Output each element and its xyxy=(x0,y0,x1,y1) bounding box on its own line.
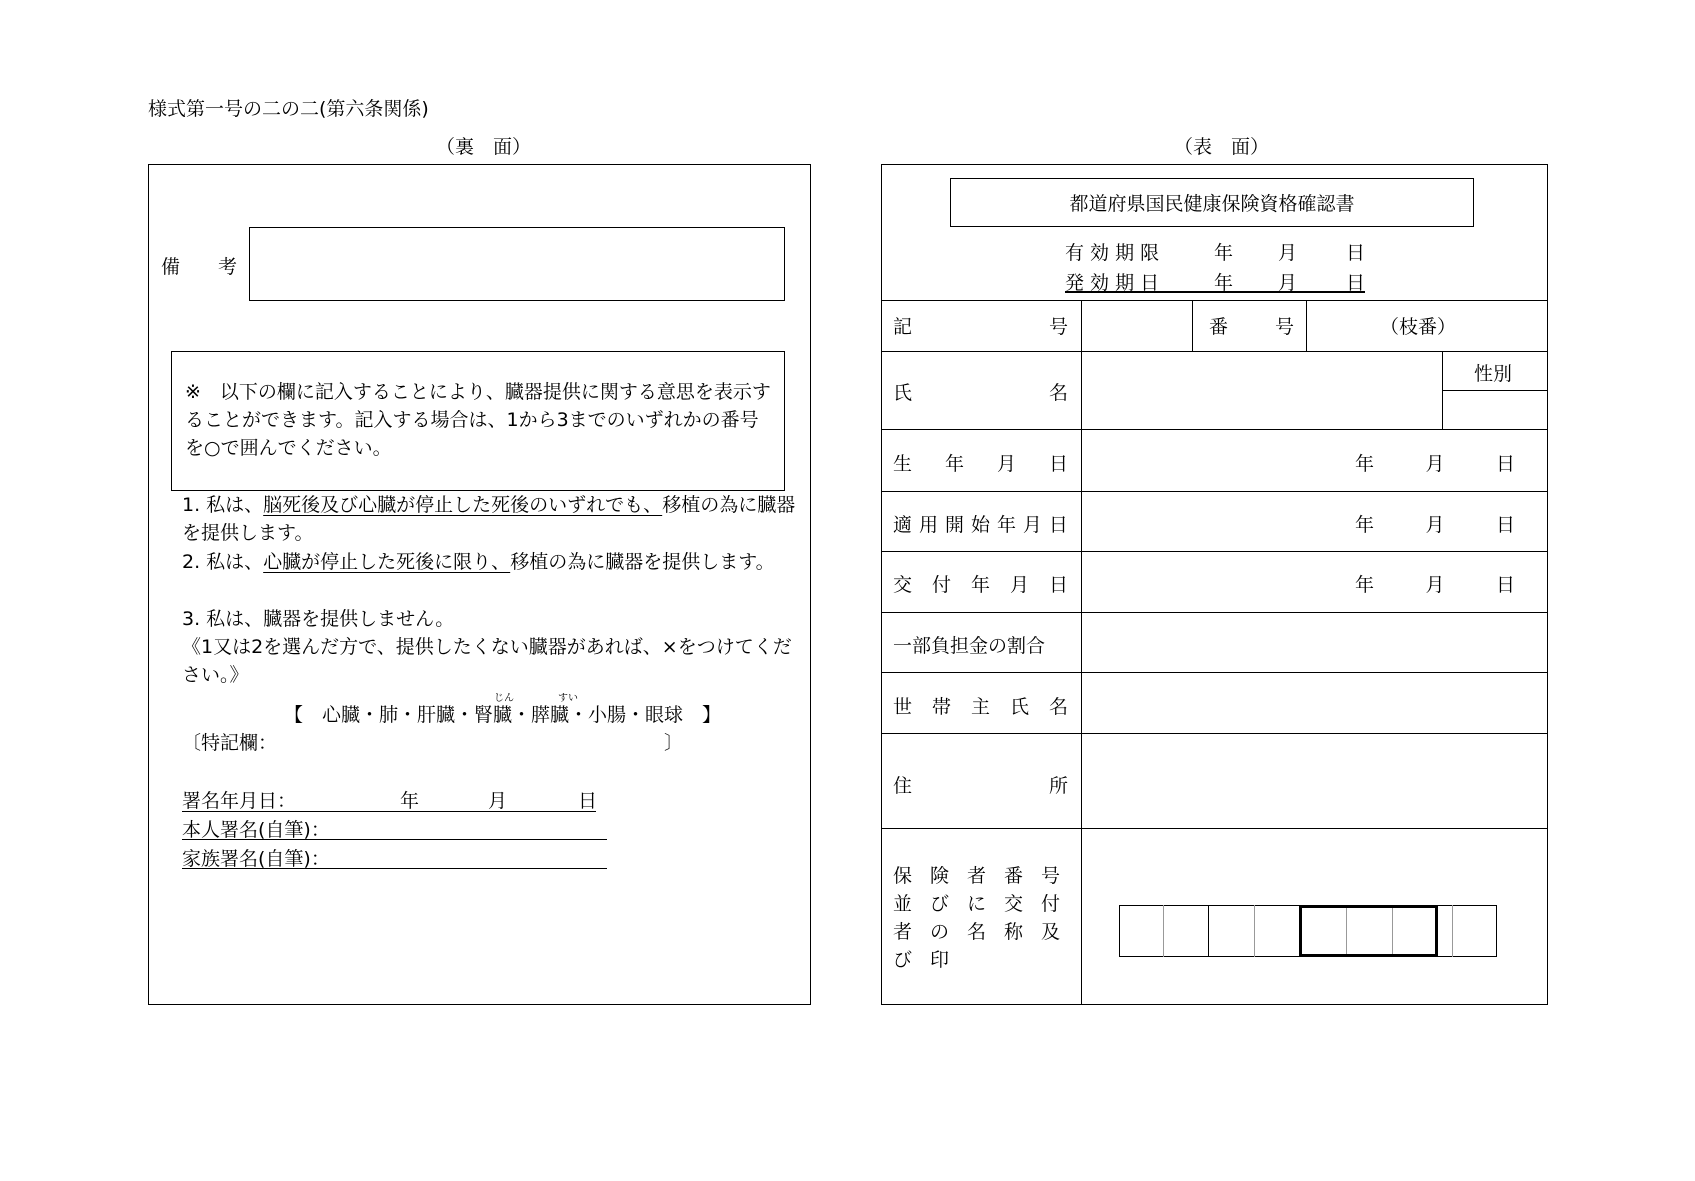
birth-date[interactable]: 年 月 日 xyxy=(1355,453,1515,475)
validity-month: 月 xyxy=(1278,242,1298,264)
birth-label: 生 年 月 日 xyxy=(893,453,1068,475)
back-side-label: （裏 面） xyxy=(436,136,532,158)
row-divider xyxy=(881,828,1548,829)
insurer-label: 保険者番号 並びに交付 者の名称及 び印 xyxy=(893,865,1079,971)
ruby-jin: じん xyxy=(494,693,514,704)
sex-label: 性別 xyxy=(1474,363,1513,385)
option-2: 2. 私は、心臓が停止した死後に限り、移植の為に臓器を提供します。 xyxy=(182,551,775,573)
family-sign-line[interactable] xyxy=(182,868,607,869)
issue-date-label: 交 付 年 月 日 xyxy=(893,574,1068,596)
row-divider xyxy=(881,733,1548,734)
household-head-label: 世 帯 主 氏 名 xyxy=(893,696,1068,718)
row-divider xyxy=(881,612,1548,613)
row-divider xyxy=(881,300,1548,301)
option-1: 1. 私は、脳死後及び心臓が停止した死後のいずれでも、移植の為に臓器を提供します。 xyxy=(182,494,796,544)
ruby-sui: すい xyxy=(558,693,578,704)
sign-month: 月 xyxy=(488,790,508,812)
effective-month: 月 xyxy=(1278,272,1298,294)
row-divider xyxy=(881,551,1548,552)
issue-date[interactable]: 年 月 日 xyxy=(1355,574,1515,596)
special-notes-close: 〕 xyxy=(664,732,684,754)
effective-label: 発 効 期 日 xyxy=(1065,272,1160,294)
form-id: 様式第一号の二の二(第六条関係) xyxy=(148,98,429,120)
organ-list[interactable]: 【 心臓・肺・肝臓・腎臓・膵臓・小腸・眼球 】 xyxy=(284,704,722,726)
column-divider xyxy=(1192,300,1193,351)
address-label: 住 所 xyxy=(893,775,1068,797)
card-title-box xyxy=(950,178,1474,227)
insurer-number-highlight xyxy=(1299,905,1438,957)
notice-text: ※ 以下の欄に記入することにより、臓器提供に関する意思を表示することができます。記入する場合は、1から3までのいずれかの番号を○で囲んでください。 xyxy=(185,381,771,459)
front-side-label: （表 面） xyxy=(1174,136,1270,158)
digit-divider xyxy=(1254,905,1255,957)
name-label: 氏 名 xyxy=(893,382,1068,404)
effective-year: 年 xyxy=(1214,272,1234,294)
number-label: 番 号 xyxy=(1209,316,1294,338)
effective-underline xyxy=(1065,291,1365,293)
row-divider xyxy=(1442,390,1548,391)
validity-day: 日 xyxy=(1346,242,1366,264)
instruction: 《1又は2を選んだ方で、提供したくない臓器があれば、×をつけてください。》 xyxy=(182,636,792,686)
row-divider xyxy=(881,491,1548,492)
digit-divider xyxy=(1452,905,1453,957)
option-3: 3. 私は、臓器を提供しません。 xyxy=(182,608,455,630)
copay-label: 一部負担金の割合 xyxy=(893,635,1046,657)
digit-divider xyxy=(1208,905,1209,957)
column-divider xyxy=(1442,351,1443,429)
validity-label: 有 効 期 限 xyxy=(1065,242,1160,264)
sign-date-line[interactable] xyxy=(182,811,596,812)
remarks-field[interactable] xyxy=(249,227,785,301)
row-divider xyxy=(881,351,1548,352)
start-date[interactable]: 年 月 日 xyxy=(1355,514,1515,536)
sign-date-label: 署名年月日： xyxy=(182,790,297,812)
special-notes-open: 〔特記欄： xyxy=(182,732,278,754)
validity-year: 年 xyxy=(1214,242,1234,264)
start-date-label: 適 用 開 始 年 月 日 xyxy=(893,514,1068,536)
row-divider xyxy=(881,672,1548,673)
digit-divider xyxy=(1163,905,1164,957)
sign-year: 年 xyxy=(400,790,420,812)
self-sign-label: 本人署名(自筆)： xyxy=(182,819,330,841)
symbol-label: 記 号 xyxy=(893,316,1068,338)
row-divider xyxy=(881,429,1548,430)
branch-label: （枝番） xyxy=(1380,316,1457,338)
family-sign-label: 家族署名(自筆)： xyxy=(182,848,330,870)
card-title: 都道府県国民健康保険資格確認書 xyxy=(1069,193,1355,215)
effective-day: 日 xyxy=(1346,272,1366,294)
column-divider xyxy=(1306,300,1307,351)
sign-day: 日 xyxy=(578,790,598,812)
self-sign-line[interactable] xyxy=(182,839,607,840)
remarks-label: 備 考 xyxy=(161,256,238,278)
